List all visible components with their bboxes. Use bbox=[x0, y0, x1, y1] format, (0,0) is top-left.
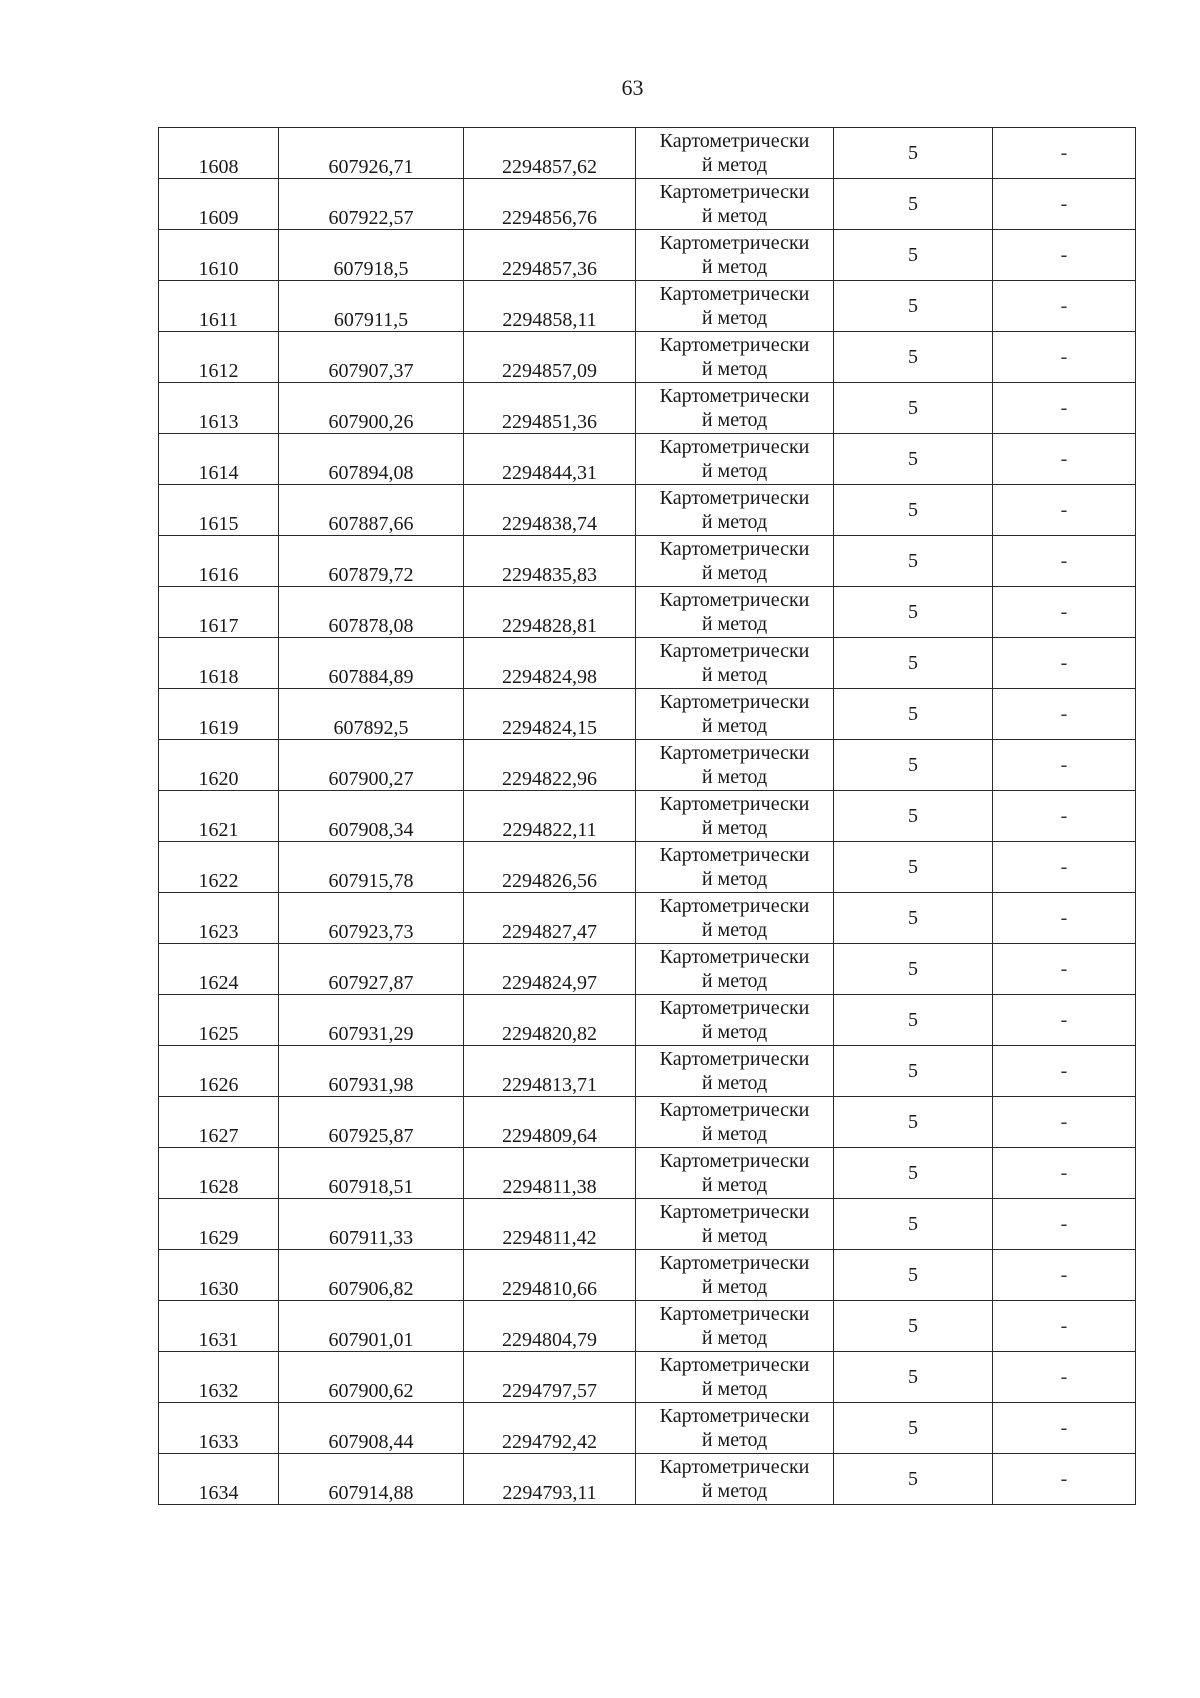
method-line-1: Картометрически bbox=[659, 385, 810, 407]
note-cell: - bbox=[993, 128, 1136, 179]
x-coordinate-cell: 607887,66 bbox=[279, 485, 464, 536]
method-line-1: Картометрически bbox=[659, 1354, 810, 1376]
note-cell: - bbox=[993, 1352, 1136, 1403]
method-line-2: й метод bbox=[701, 511, 768, 533]
method-line-1: Картометрически bbox=[659, 538, 810, 560]
y-coordinate-cell: 2294838,74 bbox=[464, 485, 636, 536]
note-cell: - bbox=[993, 791, 1136, 842]
table-row bbox=[159, 281, 1136, 332]
point-number-cell: 1618 bbox=[159, 638, 279, 689]
coordinates-table-body bbox=[159, 128, 1136, 1505]
method-cell bbox=[636, 1097, 834, 1148]
point-number-cell: 1631 bbox=[159, 1301, 279, 1352]
accuracy-cell: 5 bbox=[834, 995, 993, 1046]
point-number-cell: 1617 bbox=[159, 587, 279, 638]
method-line-2: й метод bbox=[701, 1429, 768, 1451]
method-line-1: Картометрически bbox=[659, 793, 810, 815]
accuracy-cell: 5 bbox=[834, 1301, 993, 1352]
accuracy-cell: 5 bbox=[834, 1352, 993, 1403]
table-row bbox=[159, 1454, 1136, 1505]
y-coordinate-cell: 2294797,57 bbox=[464, 1352, 636, 1403]
table-row bbox=[159, 383, 1136, 434]
note-cell: - bbox=[993, 281, 1136, 332]
method-line-2: й метод bbox=[701, 1225, 768, 1247]
accuracy-cell: 5 bbox=[834, 1148, 993, 1199]
y-coordinate-cell: 2294857,09 bbox=[464, 332, 636, 383]
point-number-cell: 1619 bbox=[159, 689, 279, 740]
table-row bbox=[159, 893, 1136, 944]
y-coordinate-cell: 2294811,38 bbox=[464, 1148, 636, 1199]
accuracy-cell: 5 bbox=[834, 1403, 993, 1454]
method-cell bbox=[636, 689, 834, 740]
table-row bbox=[159, 1148, 1136, 1199]
table-row bbox=[159, 587, 1136, 638]
note-cell: - bbox=[993, 587, 1136, 638]
y-coordinate-cell: 2294809,64 bbox=[464, 1097, 636, 1148]
method-cell bbox=[636, 791, 834, 842]
method-line-1: Картометрически bbox=[659, 589, 810, 611]
accuracy-cell: 5 bbox=[834, 434, 993, 485]
accuracy-cell: 5 bbox=[834, 944, 993, 995]
x-coordinate-cell: 607918,51 bbox=[279, 1148, 464, 1199]
accuracy-cell: 5 bbox=[834, 383, 993, 434]
method-line-2: й метод bbox=[701, 1174, 768, 1196]
page-number: 63 bbox=[621, 75, 644, 100]
y-coordinate-cell: 2294858,11 bbox=[464, 281, 636, 332]
coordinates-table bbox=[158, 127, 1136, 1505]
point-number-cell: 1626 bbox=[159, 1046, 279, 1097]
y-coordinate-cell: 2294811,42 bbox=[464, 1199, 636, 1250]
point-number-cell: 1622 bbox=[159, 842, 279, 893]
method-line-1: Картометрически bbox=[659, 1201, 810, 1223]
method-cell bbox=[636, 995, 834, 1046]
accuracy-cell: 5 bbox=[834, 1199, 993, 1250]
y-coordinate-cell: 2294824,98 bbox=[464, 638, 636, 689]
x-coordinate-cell: 607926,71 bbox=[279, 128, 464, 179]
method-line-2: й метод bbox=[701, 460, 768, 482]
method-line-2: й метод bbox=[701, 715, 768, 737]
table-row bbox=[159, 1046, 1136, 1097]
y-coordinate-cell: 2294857,36 bbox=[464, 230, 636, 281]
point-number-cell: 1610 bbox=[159, 230, 279, 281]
method-line-2: й метод bbox=[701, 562, 768, 584]
x-coordinate-cell: 607925,87 bbox=[279, 1097, 464, 1148]
method-line-2: й метод bbox=[701, 1327, 768, 1349]
table-row bbox=[159, 1250, 1136, 1301]
method-cell bbox=[636, 1046, 834, 1097]
method-cell bbox=[636, 587, 834, 638]
x-coordinate-cell: 607908,44 bbox=[279, 1403, 464, 1454]
method-line-2: й метод bbox=[701, 817, 768, 839]
point-number-cell: 1609 bbox=[159, 179, 279, 230]
method-cell bbox=[636, 1403, 834, 1454]
y-coordinate-cell: 2294793,11 bbox=[464, 1454, 636, 1505]
note-cell: - bbox=[993, 1097, 1136, 1148]
method-line-1: Картометрически bbox=[659, 997, 810, 1019]
y-coordinate-cell: 2294824,97 bbox=[464, 944, 636, 995]
method-cell bbox=[636, 1301, 834, 1352]
method-line-1: Картометрически bbox=[659, 844, 810, 866]
point-number-cell: 1628 bbox=[159, 1148, 279, 1199]
x-coordinate-cell: 607927,87 bbox=[279, 944, 464, 995]
y-coordinate-cell: 2294828,81 bbox=[464, 587, 636, 638]
point-number-cell: 1616 bbox=[159, 536, 279, 587]
point-number-cell: 1624 bbox=[159, 944, 279, 995]
note-cell: - bbox=[993, 1301, 1136, 1352]
y-coordinate-cell: 2294835,83 bbox=[464, 536, 636, 587]
point-number-cell: 1625 bbox=[159, 995, 279, 1046]
x-coordinate-cell: 607911,33 bbox=[279, 1199, 464, 1250]
note-cell: - bbox=[993, 383, 1136, 434]
point-number-cell: 1621 bbox=[159, 791, 279, 842]
x-coordinate-cell: 607894,08 bbox=[279, 434, 464, 485]
note-cell: - bbox=[993, 1046, 1136, 1097]
point-number-cell: 1630 bbox=[159, 1250, 279, 1301]
method-line-1: Картометрически bbox=[659, 283, 810, 305]
table-row bbox=[159, 944, 1136, 995]
method-line-1: Картометрически bbox=[659, 1405, 810, 1427]
point-number-cell: 1623 bbox=[159, 893, 279, 944]
table-row bbox=[159, 230, 1136, 281]
table-row bbox=[159, 638, 1136, 689]
x-coordinate-cell: 607931,98 bbox=[279, 1046, 464, 1097]
note-cell: - bbox=[993, 332, 1136, 383]
method-cell bbox=[636, 1250, 834, 1301]
y-coordinate-cell: 2294820,82 bbox=[464, 995, 636, 1046]
x-coordinate-cell: 607923,73 bbox=[279, 893, 464, 944]
note-cell: - bbox=[993, 1199, 1136, 1250]
accuracy-cell: 5 bbox=[834, 1454, 993, 1505]
note-cell: - bbox=[993, 944, 1136, 995]
point-number-cell: 1614 bbox=[159, 434, 279, 485]
y-coordinate-cell: 2294824,15 bbox=[464, 689, 636, 740]
x-coordinate-cell: 607907,37 bbox=[279, 332, 464, 383]
note-cell: - bbox=[993, 689, 1136, 740]
y-coordinate-cell: 2294822,96 bbox=[464, 740, 636, 791]
accuracy-cell: 5 bbox=[834, 893, 993, 944]
accuracy-cell: 5 bbox=[834, 587, 993, 638]
method-cell bbox=[636, 383, 834, 434]
table-row bbox=[159, 791, 1136, 842]
method-cell bbox=[636, 1148, 834, 1199]
method-cell bbox=[636, 179, 834, 230]
accuracy-cell: 5 bbox=[834, 1250, 993, 1301]
note-cell: - bbox=[993, 893, 1136, 944]
point-number-cell: 1611 bbox=[159, 281, 279, 332]
method-line-2: й метод bbox=[701, 1072, 768, 1094]
method-cell bbox=[636, 1199, 834, 1250]
accuracy-cell: 5 bbox=[834, 281, 993, 332]
point-number-cell: 1632 bbox=[159, 1352, 279, 1403]
method-cell bbox=[636, 1454, 834, 1505]
point-number-cell: 1612 bbox=[159, 332, 279, 383]
method-line-2: й метод bbox=[701, 1021, 768, 1043]
method-cell bbox=[636, 281, 834, 332]
note-cell: - bbox=[993, 995, 1136, 1046]
method-cell bbox=[636, 230, 834, 281]
table-row bbox=[159, 536, 1136, 587]
x-coordinate-cell: 607884,89 bbox=[279, 638, 464, 689]
x-coordinate-cell: 607908,34 bbox=[279, 791, 464, 842]
method-line-1: Картометрически bbox=[659, 1456, 810, 1478]
method-line-1: Картометрически bbox=[659, 691, 810, 713]
method-line-2: й метод bbox=[701, 766, 768, 788]
table-row bbox=[159, 842, 1136, 893]
method-line-2: й метод bbox=[701, 205, 768, 227]
y-coordinate-cell: 2294813,71 bbox=[464, 1046, 636, 1097]
x-coordinate-cell: 607878,08 bbox=[279, 587, 464, 638]
note-cell: - bbox=[993, 638, 1136, 689]
method-line-1: Картометрически bbox=[659, 232, 810, 254]
method-cell bbox=[636, 128, 834, 179]
method-line-1: Картометрически bbox=[659, 130, 810, 152]
method-line-2: й метод bbox=[701, 919, 768, 941]
method-line-2: й метод bbox=[701, 664, 768, 686]
table-row bbox=[159, 1199, 1136, 1250]
note-cell: - bbox=[993, 434, 1136, 485]
table-row bbox=[159, 332, 1136, 383]
accuracy-cell: 5 bbox=[834, 740, 993, 791]
note-cell: - bbox=[993, 842, 1136, 893]
accuracy-cell: 5 bbox=[834, 485, 993, 536]
note-cell: - bbox=[993, 1403, 1136, 1454]
method-line-1: Картометрически bbox=[659, 1099, 810, 1121]
accuracy-cell: 5 bbox=[834, 536, 993, 587]
y-coordinate-cell: 2294851,36 bbox=[464, 383, 636, 434]
method-cell bbox=[636, 434, 834, 485]
table-row bbox=[159, 1301, 1136, 1352]
method-line-2: й метод bbox=[701, 1378, 768, 1400]
x-coordinate-cell: 607906,82 bbox=[279, 1250, 464, 1301]
note-cell: - bbox=[993, 230, 1136, 281]
method-line-1: Картометрически bbox=[659, 946, 810, 968]
y-coordinate-cell: 2294804,79 bbox=[464, 1301, 636, 1352]
method-line-2: й метод bbox=[701, 154, 768, 176]
method-cell bbox=[636, 536, 834, 587]
method-cell bbox=[636, 893, 834, 944]
method-line-1: Картометрически bbox=[659, 334, 810, 356]
method-cell bbox=[636, 332, 834, 383]
note-cell: - bbox=[993, 485, 1136, 536]
y-coordinate-cell: 2294827,47 bbox=[464, 893, 636, 944]
accuracy-cell: 5 bbox=[834, 791, 993, 842]
y-coordinate-cell: 2294857,62 bbox=[464, 128, 636, 179]
point-number-cell: 1629 bbox=[159, 1199, 279, 1250]
accuracy-cell: 5 bbox=[834, 689, 993, 740]
table-row bbox=[159, 740, 1136, 791]
y-coordinate-cell: 2294844,31 bbox=[464, 434, 636, 485]
method-cell bbox=[636, 842, 834, 893]
method-line-2: й метод bbox=[701, 1123, 768, 1145]
point-number-cell: 1633 bbox=[159, 1403, 279, 1454]
x-coordinate-cell: 607922,57 bbox=[279, 179, 464, 230]
x-coordinate-cell: 607931,29 bbox=[279, 995, 464, 1046]
x-coordinate-cell: 607900,26 bbox=[279, 383, 464, 434]
method-line-1: Картометрически bbox=[659, 742, 810, 764]
method-line-2: й метод bbox=[701, 1276, 768, 1298]
method-line-2: й метод bbox=[701, 970, 768, 992]
method-line-1: Картометрически bbox=[659, 436, 810, 458]
method-line-2: й метод bbox=[701, 256, 768, 278]
method-line-1: Картометрически bbox=[659, 1048, 810, 1070]
method-cell bbox=[636, 485, 834, 536]
table-row bbox=[159, 1097, 1136, 1148]
x-coordinate-cell: 607879,72 bbox=[279, 536, 464, 587]
y-coordinate-cell: 2294822,11 bbox=[464, 791, 636, 842]
note-cell: - bbox=[993, 1454, 1136, 1505]
method-line-1: Картометрически bbox=[659, 1303, 810, 1325]
method-cell bbox=[636, 638, 834, 689]
note-cell: - bbox=[993, 179, 1136, 230]
point-number-cell: 1627 bbox=[159, 1097, 279, 1148]
table-row bbox=[159, 128, 1136, 179]
point-number-cell: 1613 bbox=[159, 383, 279, 434]
point-number-cell: 1634 bbox=[159, 1454, 279, 1505]
method-line-2: й метод bbox=[701, 358, 768, 380]
method-line-1: Картометрически bbox=[659, 1150, 810, 1172]
table-row bbox=[159, 434, 1136, 485]
method-line-1: Картометрически bbox=[659, 1252, 810, 1274]
x-coordinate-cell: 607915,78 bbox=[279, 842, 464, 893]
accuracy-cell: 5 bbox=[834, 842, 993, 893]
accuracy-cell: 5 bbox=[834, 179, 993, 230]
accuracy-cell: 5 bbox=[834, 638, 993, 689]
point-number-cell: 1608 bbox=[159, 128, 279, 179]
accuracy-cell: 5 bbox=[834, 1097, 993, 1148]
y-coordinate-cell: 2294856,76 bbox=[464, 179, 636, 230]
table-row bbox=[159, 179, 1136, 230]
y-coordinate-cell: 2294826,56 bbox=[464, 842, 636, 893]
note-cell: - bbox=[993, 536, 1136, 587]
accuracy-cell: 5 bbox=[834, 128, 993, 179]
method-line-1: Картометрически bbox=[659, 181, 810, 203]
y-coordinate-cell: 2294810,66 bbox=[464, 1250, 636, 1301]
point-number-cell: 1620 bbox=[159, 740, 279, 791]
method-cell bbox=[636, 1352, 834, 1403]
method-cell bbox=[636, 944, 834, 995]
y-coordinate-cell: 2294792,42 bbox=[464, 1403, 636, 1454]
method-line-2: й метод bbox=[701, 409, 768, 431]
table-row bbox=[159, 485, 1136, 536]
x-coordinate-cell: 607900,62 bbox=[279, 1352, 464, 1403]
x-coordinate-cell: 607914,88 bbox=[279, 1454, 464, 1505]
note-cell: - bbox=[993, 1148, 1136, 1199]
accuracy-cell: 5 bbox=[834, 332, 993, 383]
method-line-2: й метод bbox=[701, 307, 768, 329]
table-row bbox=[159, 1352, 1136, 1403]
accuracy-cell: 5 bbox=[834, 1046, 993, 1097]
x-coordinate-cell: 607901,01 bbox=[279, 1301, 464, 1352]
table-row bbox=[159, 995, 1136, 1046]
method-line-1: Картометрически bbox=[659, 895, 810, 917]
method-line-1: Картометрически bbox=[659, 487, 810, 509]
accuracy-cell: 5 bbox=[834, 230, 993, 281]
x-coordinate-cell: 607918,5 bbox=[279, 230, 464, 281]
point-number-cell: 1615 bbox=[159, 485, 279, 536]
note-cell: - bbox=[993, 1250, 1136, 1301]
method-line-2: й метод bbox=[701, 1480, 768, 1502]
method-line-2: й метод bbox=[701, 613, 768, 635]
x-coordinate-cell: 607900,27 bbox=[279, 740, 464, 791]
note-cell: - bbox=[993, 740, 1136, 791]
table-row bbox=[159, 689, 1136, 740]
x-coordinate-cell: 607911,5 bbox=[279, 281, 464, 332]
x-coordinate-cell: 607892,5 bbox=[279, 689, 464, 740]
method-cell bbox=[636, 740, 834, 791]
method-line-2: й метод bbox=[701, 868, 768, 890]
table-row bbox=[159, 1403, 1136, 1454]
method-line-1: Картометрически bbox=[659, 640, 810, 662]
